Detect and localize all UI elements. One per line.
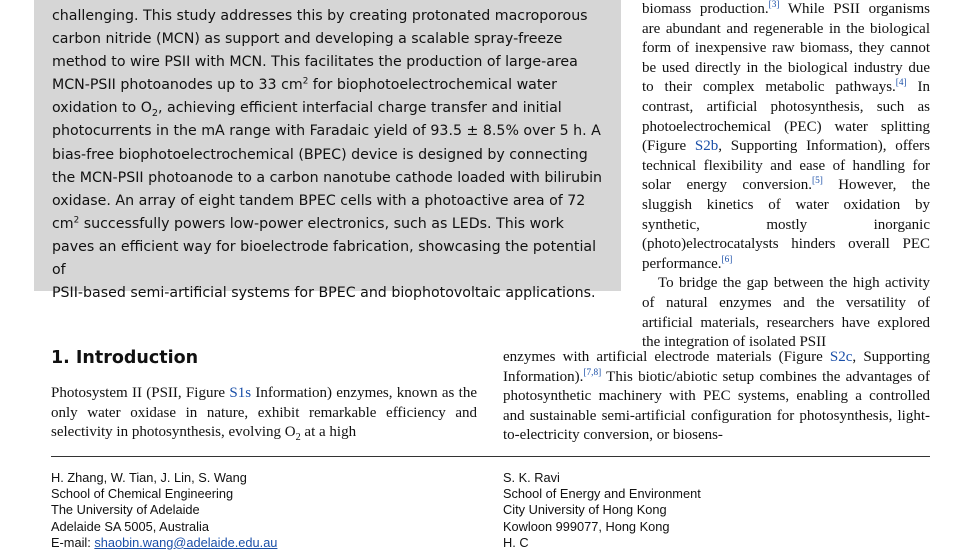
paragraph	[503, 348, 930, 446]
abstract-line: the MCN-PSII photoanode to a carbon nanotube cathode loaded with bilirubin	[52, 169, 603, 186]
paragraph	[642, 0, 930, 274]
abstract-line	[52, 213, 607, 236]
text-span: Information) enzymes, known as the only water oxidase in nature, exhibit remarkable efficiency and selectivity in photosynthesis, evolving O	[51, 385, 477, 441]
abstract-text-span: for biophotoelectrochemical water	[308, 77, 557, 94]
introduction-paragraph	[51, 384, 477, 443]
affiliation-next-author: H. C	[503, 534, 529, 550]
affiliation-address: Adelaide SA 5005, Australia	[51, 518, 209, 534]
text-span: However, the sluggish kinetics of water oxidation by synthetic, mostly inorganic (photo)electrocatalysts hinders overall PEC performance.	[642, 177, 930, 272]
abstract-line: challenging. This study addresses this by creating protonated macroporous	[52, 8, 588, 24]
abstract-line: bias-free biophotoelectrochemical (BPEC) device is designed by connecting	[52, 146, 588, 163]
abstract-line	[52, 97, 607, 120]
superscript: 2	[302, 76, 309, 87]
reference-link[interactable]: [3]	[768, 0, 780, 10]
figure-link-s2c[interactable]: S2c	[829, 349, 853, 365]
figure-link-s1s[interactable]: S1s	[229, 385, 252, 401]
abstract-line: photocurrents in the mA range with Faradaic yield of 93.5 ± 8.5% over 5 h. A	[52, 123, 601, 140]
footnote-divider	[51, 456, 930, 457]
affiliation-university: City University of Hong Kong	[503, 502, 667, 518]
text-span: This biotic/abiotic setup combines the advantages of photosynthetic machinery with PEC systems, enabling a controlled and sustainable semi-artificial configuration for photosynthesis, light-to-electricity conversion, or biosens-	[503, 368, 930, 444]
abstract-line: method to wire PSII with MCN. This facilitates the production of large-area	[52, 54, 578, 71]
affiliation-right	[503, 470, 701, 551]
text-span: at a high	[300, 424, 357, 441]
text-span: biomass production.	[642, 1, 769, 17]
abstract-line: paves an efficient way for bioelectrode fabrication, showcasing the potential of	[52, 238, 597, 279]
text-span: enzymes with artificial electrode materials (Figure	[503, 349, 830, 365]
abstract-box	[34, 0, 621, 302]
affiliation-address: Kowloon 999077, Hong Kong	[503, 518, 670, 534]
right-column-text	[642, 0, 930, 353]
email-link[interactable]: shaobin.wang@adelaide.edu.au	[94, 534, 278, 550]
email-label: E-mail:	[51, 534, 95, 550]
abstract-line: oxidase. An array of eight tandem BPEC cells with a photoactive area of 72	[52, 192, 586, 209]
reference-link[interactable]: [4]	[895, 78, 907, 89]
paragraph: To bridge the gap between the high activity of natural enzymes and the versatility of artificial materials, researchers have explored the integration of isolated PSII	[642, 275, 930, 351]
reference-link[interactable]: [7,8]	[583, 367, 602, 378]
affiliation-university: The University of Adelaide	[51, 502, 200, 518]
text-span: While PSII organisms are abundant and regenerable in the biological form of inexpensive raw biomass, they cannot be used directly in the biological industry due to their complex metabolic pathways.	[642, 1, 930, 96]
text-span: Photosystem II (PSII, Figure	[51, 385, 230, 401]
abstract-text-span: MCN-PSII photoanodes up to 33 cm	[52, 77, 303, 94]
abstract-text	[52, 5, 607, 305]
text-span: , Supporting Information), offers technical flexibility and ease of handling for solar energy conversion.	[642, 138, 930, 194]
abstract-line: PSII-based semi-artificial systems for BPEC and biophotovoltaic applications.	[52, 285, 596, 302]
abstract-text-span: successfully powers low-power electronics, such as LEDs. This work	[79, 215, 564, 232]
affiliation-school: School of Chemical Engineering	[51, 486, 234, 502]
abstract-line	[52, 74, 607, 97]
affiliation-left	[51, 470, 277, 551]
affiliation-authors: S. K. Ravi	[503, 470, 560, 485]
text-span: In contrast, artificial photosynthesis, such as photoelectrochemical (PEC) water splitting (Figure	[642, 79, 930, 155]
subscript: 2	[151, 108, 159, 120]
affiliation-school: School of Energy and Environment	[503, 486, 701, 502]
reference-link[interactable]: [5]	[811, 176, 823, 187]
subscript: 2	[295, 432, 301, 444]
affiliation-authors: H. Zhang, W. Tian, J. Lin, S. Wang	[51, 470, 247, 485]
abstract-line: carbon nitride (MCN) as support and developing a scalable spray-freeze	[52, 31, 563, 48]
superscript: 2	[73, 215, 80, 226]
abstract-text-span: cm	[52, 215, 74, 232]
abstract-text-span: oxidation to O	[52, 100, 152, 117]
section-heading: 1. Introduction	[51, 348, 199, 368]
text-span: , Supporting Information).	[503, 349, 930, 385]
abstract-text-span: , achieving efficient interfacial charge transfer and initial	[158, 100, 562, 117]
figure-link-s2b[interactable]: S2b	[694, 138, 719, 155]
reference-link[interactable]: [6]	[721, 254, 733, 265]
